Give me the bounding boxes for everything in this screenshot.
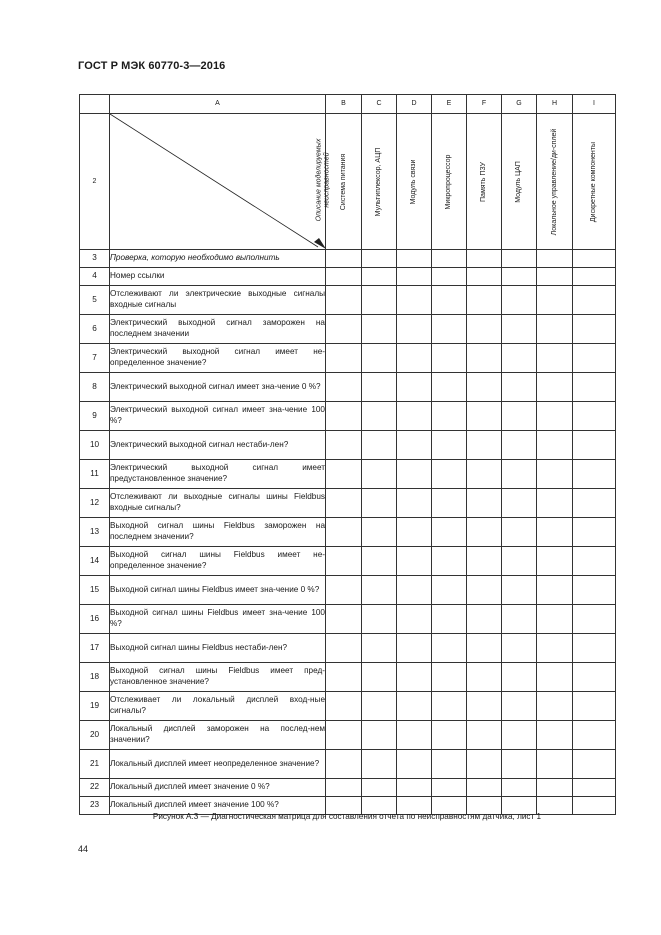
- matrix-cell: [397, 373, 432, 402]
- matrix-cell: [362, 286, 397, 315]
- corner-cell: [80, 95, 110, 114]
- matrix-cell: [397, 460, 432, 489]
- table-row: [80, 268, 616, 286]
- row-description: Локальный дисплей имеет значение 0 %?: [110, 779, 326, 797]
- matrix-cell: [397, 268, 432, 286]
- matrix-cell: [467, 634, 502, 663]
- matrix-cell: [502, 344, 537, 373]
- row-number: 18: [80, 663, 110, 692]
- column-letter: A: [110, 95, 326, 114]
- matrix-cell: [537, 431, 573, 460]
- matrix-cell: [502, 518, 537, 547]
- matrix-cell: [362, 373, 397, 402]
- matrix-cell: [362, 576, 397, 605]
- row-description: Отслеживают ли выходные сигналы шины Fieldbus входные сигналы?: [110, 489, 326, 518]
- matrix-cell: [326, 373, 362, 402]
- matrix-cell: [362, 750, 397, 779]
- matrix-cell: [573, 605, 616, 634]
- row-number: 12: [80, 489, 110, 518]
- matrix-cell: [537, 373, 573, 402]
- matrix-cell: [362, 250, 397, 268]
- matrix-cell: [467, 431, 502, 460]
- matrix-cell: [362, 431, 397, 460]
- matrix-cell: [467, 576, 502, 605]
- matrix-cell: [432, 373, 467, 402]
- matrix-cell: [537, 344, 573, 373]
- column-letter: H: [537, 95, 573, 114]
- row-number: 13: [80, 518, 110, 547]
- row-description: Электрический выходной сигнал имеет не-определенное значение?: [110, 344, 326, 373]
- matrix-cell: [537, 286, 573, 315]
- matrix-cell: [397, 518, 432, 547]
- column-letter: G: [502, 95, 537, 114]
- row-number: 17: [80, 634, 110, 663]
- matrix-cell: [502, 750, 537, 779]
- table-row: [80, 344, 616, 373]
- matrix-cell: [537, 402, 573, 431]
- matrix-cell: [397, 634, 432, 663]
- letters-row: [80, 95, 616, 114]
- matrix-cell: [397, 547, 432, 576]
- table-row: [80, 489, 616, 518]
- matrix-cell: [397, 779, 432, 797]
- matrix-cell: [537, 692, 573, 721]
- matrix-cell: [573, 663, 616, 692]
- matrix-cell: [537, 750, 573, 779]
- matrix-cell: [537, 268, 573, 286]
- matrix-cell: [362, 634, 397, 663]
- table-row: [80, 547, 616, 576]
- column-header-row: [80, 114, 616, 250]
- column-header: Модуль ЦАП: [514, 160, 522, 203]
- matrix-cell: [432, 605, 467, 634]
- matrix-cell: [467, 518, 502, 547]
- column-header: Микропроцессор: [444, 154, 452, 209]
- matrix-cell: [432, 286, 467, 315]
- column-header: Дискретные компоненты: [589, 141, 597, 222]
- row-number: 22: [80, 779, 110, 797]
- table-row: [80, 605, 616, 634]
- row-description: Выходной сигнал шины Fieldbus заморожен на последнем значении?: [110, 518, 326, 547]
- column-header: Мультиплексор, АЦП: [374, 147, 382, 216]
- matrix-cell: [362, 663, 397, 692]
- row-description: Отслеживает ли локальный дисплей вход-ные сигналы?: [110, 692, 326, 721]
- document-header: ГОСТ Р МЭК 60770-3—2016: [78, 60, 226, 72]
- matrix-cell: [502, 286, 537, 315]
- table-row: [80, 576, 616, 605]
- matrix-cell: [467, 268, 502, 286]
- matrix-cell: [467, 547, 502, 576]
- matrix-cell: [467, 315, 502, 344]
- matrix-cell: [362, 518, 397, 547]
- table-row: [80, 286, 616, 315]
- row-number: 6: [80, 315, 110, 344]
- matrix-cell: [502, 489, 537, 518]
- row-number: 11: [80, 460, 110, 489]
- row-description: Электрический выходной сигнал имеет зна-чение 100 %?: [110, 402, 326, 431]
- matrix-cell: [573, 634, 616, 663]
- row-number: 14: [80, 547, 110, 576]
- matrix-cell: [432, 663, 467, 692]
- matrix-cell: [326, 460, 362, 489]
- matrix-cell: [467, 460, 502, 489]
- matrix-cell: [397, 721, 432, 750]
- matrix-cell: [573, 268, 616, 286]
- matrix-cell: [573, 518, 616, 547]
- table-row: [80, 431, 616, 460]
- matrix-cell: [326, 547, 362, 576]
- row-number: 16: [80, 605, 110, 634]
- matrix-cell: [326, 634, 362, 663]
- row-number: 20: [80, 721, 110, 750]
- figure-caption: Рисунок А.3 — Диагностическая матрица для составления отчета по неисправностям датчика, лист 1: [152, 812, 542, 821]
- matrix-cell: [537, 779, 573, 797]
- row-description: Выходной сигнал шины Fieldbus имеет не-определенное значение?: [110, 547, 326, 576]
- matrix-cell: [362, 344, 397, 373]
- matrix-cell: [573, 373, 616, 402]
- matrix-cell: [397, 431, 432, 460]
- matrix-cell: [326, 431, 362, 460]
- matrix-cell: [397, 605, 432, 634]
- matrix-cell: [467, 344, 502, 373]
- matrix-cell: [502, 460, 537, 489]
- matrix-cell: [432, 315, 467, 344]
- row-number: 23: [80, 797, 110, 815]
- matrix-cell: [326, 576, 362, 605]
- column-header: Память ПЗУ: [479, 161, 487, 202]
- matrix-cell: [326, 605, 362, 634]
- table-row: [80, 779, 616, 797]
- matrix-cell: [573, 344, 616, 373]
- table-row: [80, 518, 616, 547]
- matrix-cell: [502, 663, 537, 692]
- matrix-cell: [502, 547, 537, 576]
- matrix-cell: [573, 431, 616, 460]
- matrix-cell: [326, 315, 362, 344]
- column-letter: E: [432, 95, 467, 114]
- matrix-cell: [467, 721, 502, 750]
- matrix-cell: [432, 576, 467, 605]
- matrix-cell: [502, 692, 537, 721]
- matrix-cell: [502, 373, 537, 402]
- matrix-cell: [362, 692, 397, 721]
- column-letter: C: [362, 95, 397, 114]
- matrix-cell: [397, 286, 432, 315]
- diagonal-label: Описание моделируемых неисправностей: [315, 138, 331, 222]
- matrix-cell: [573, 692, 616, 721]
- row-description: Локальный дисплей заморожен на послед-нем значении?: [110, 721, 326, 750]
- matrix-cell: [502, 634, 537, 663]
- matrix-cell: [362, 779, 397, 797]
- matrix-cell: [432, 692, 467, 721]
- matrix-cell: [467, 779, 502, 797]
- matrix-cell: [537, 634, 573, 663]
- row-description: Локальный дисплей имеет значение 100 %?: [110, 797, 326, 815]
- matrix-cell: [326, 750, 362, 779]
- matrix-cell: [573, 547, 616, 576]
- table-row: [80, 315, 616, 344]
- column-letter: B: [326, 95, 362, 114]
- matrix-cell: [502, 721, 537, 750]
- row-number: 10: [80, 431, 110, 460]
- matrix-cell: [537, 721, 573, 750]
- matrix-cell: [432, 489, 467, 518]
- matrix-cell: [362, 268, 397, 286]
- matrix-cell: [326, 489, 362, 518]
- matrix-cell: [326, 518, 362, 547]
- matrix-cell: [502, 576, 537, 605]
- matrix-cell: [573, 250, 616, 268]
- matrix-cell: [502, 779, 537, 797]
- matrix-cell: [432, 779, 467, 797]
- row-number: 15: [80, 576, 110, 605]
- diagonal-header-cell: [110, 114, 331, 250]
- row-number: 4: [80, 268, 110, 286]
- table-row: [80, 373, 616, 402]
- matrix-cell: [432, 460, 467, 489]
- table-row: [80, 750, 616, 779]
- matrix-cell: [362, 315, 397, 344]
- matrix-cell: [432, 431, 467, 460]
- table-row: [80, 634, 616, 663]
- matrix-cell: [326, 286, 362, 315]
- matrix-cell: [326, 268, 362, 286]
- page-number: 44: [78, 844, 89, 854]
- table-row: [80, 663, 616, 692]
- matrix-cell: [432, 268, 467, 286]
- matrix-cell: [537, 663, 573, 692]
- matrix-cell: [326, 721, 362, 750]
- matrix-cell: [467, 750, 502, 779]
- row-description: Выходной сигнал шины Fieldbus нестаби-лен?: [110, 634, 326, 663]
- matrix-cell: [326, 779, 362, 797]
- row-description: Выходной сигнал шины Fieldbus имеет пред-установленное значение?: [110, 663, 326, 692]
- row-description: Проверка, которую необходимо выполнить: [110, 250, 326, 268]
- matrix-cell: [432, 344, 467, 373]
- matrix-cell: [502, 402, 537, 431]
- matrix-cell: [573, 721, 616, 750]
- matrix-cell: [502, 315, 537, 344]
- matrix-cell: [537, 518, 573, 547]
- row-description: Выходной сигнал шины Fieldbus имеет зна-чение 0 %?: [110, 576, 326, 605]
- row-number: 9: [80, 402, 110, 431]
- row-number: 19: [80, 692, 110, 721]
- matrix-cell: [397, 576, 432, 605]
- row-number: 8: [80, 373, 110, 402]
- matrix-cell: [467, 373, 502, 402]
- row-description: Выходной сигнал шины Fieldbus имеет зна-чение 100 %?: [110, 605, 326, 634]
- column-header: Локальное управление/ди-сплей: [550, 128, 558, 235]
- matrix-cell: [362, 605, 397, 634]
- matrix-cell: [467, 692, 502, 721]
- matrix-cell: [502, 250, 537, 268]
- diagnostic-matrix-table: [79, 94, 616, 815]
- matrix-cell: [432, 634, 467, 663]
- matrix-cell: [326, 250, 362, 268]
- matrix-cell: [573, 750, 616, 779]
- matrix-cell: [573, 460, 616, 489]
- row-description: Электрический выходной сигнал имеет зна-чение 0 %?: [110, 373, 326, 402]
- matrix-cell: [467, 250, 502, 268]
- table-row: [80, 460, 616, 489]
- matrix-cell: [397, 315, 432, 344]
- matrix-cell: [537, 576, 573, 605]
- table-row: [80, 692, 616, 721]
- matrix-cell: [432, 547, 467, 576]
- matrix-cell: [573, 779, 616, 797]
- matrix-cell: [397, 663, 432, 692]
- matrix-cell: [537, 460, 573, 489]
- matrix-cell: [467, 402, 502, 431]
- matrix-cell: [432, 750, 467, 779]
- table-row: [80, 250, 616, 268]
- matrix-cell: [362, 489, 397, 518]
- matrix-cell: [326, 344, 362, 373]
- column-letter: F: [467, 95, 502, 114]
- matrix-cell: [467, 663, 502, 692]
- row-number: 3: [80, 250, 110, 268]
- row-description: Электрический выходной сигнал нестаби-лен?: [110, 431, 326, 460]
- matrix-cell: [362, 402, 397, 431]
- row-number: 7: [80, 344, 110, 373]
- matrix-cell: [326, 663, 362, 692]
- matrix-cell: [432, 402, 467, 431]
- matrix-cell: [397, 692, 432, 721]
- matrix-cell: [432, 250, 467, 268]
- row-number: 21: [80, 750, 110, 779]
- matrix-cell: [573, 402, 616, 431]
- matrix-cell: [397, 250, 432, 268]
- matrix-cell: [432, 518, 467, 547]
- matrix-cell: [397, 750, 432, 779]
- matrix-cell: [537, 489, 573, 518]
- matrix-cell: [467, 605, 502, 634]
- matrix-cell: [573, 286, 616, 315]
- row-number: 2: [80, 114, 110, 250]
- matrix-cell: [502, 431, 537, 460]
- table-row: [80, 402, 616, 431]
- row-description: Локальный дисплей имеет неопределенное значение?: [110, 750, 326, 779]
- row-description: Отслеживают ли электрические выходные сигналы входные сигналы: [110, 286, 326, 315]
- matrix-cell: [573, 489, 616, 518]
- matrix-cell: [362, 721, 397, 750]
- matrix-cell: [432, 721, 467, 750]
- matrix-cell: [397, 344, 432, 373]
- matrix-cell: [573, 315, 616, 344]
- column-header: Модуль связи: [409, 159, 417, 204]
- diagonal-arrow: [110, 114, 326, 249]
- table-row: [80, 721, 616, 750]
- matrix-cell: [467, 489, 502, 518]
- matrix-cell: [537, 547, 573, 576]
- matrix-cell: [537, 315, 573, 344]
- matrix-cell: [502, 605, 537, 634]
- row-description: Электрический выходной сигнал имеет предустановленное значение?: [110, 460, 326, 489]
- matrix-cell: [537, 250, 573, 268]
- matrix-cell: [502, 268, 537, 286]
- matrix-cell: [326, 402, 362, 431]
- matrix-cell: [573, 576, 616, 605]
- matrix-cell: [397, 402, 432, 431]
- row-description: Электрический выходной сигнал заморожен на последнем значении: [110, 315, 326, 344]
- matrix-cell: [362, 547, 397, 576]
- column-letter: I: [573, 95, 616, 114]
- column-letter: D: [397, 95, 432, 114]
- matrix-cell: [397, 489, 432, 518]
- matrix-cell: [326, 692, 362, 721]
- matrix-cell: [537, 605, 573, 634]
- column-header: Система питания: [339, 153, 347, 210]
- matrix-cell: [362, 460, 397, 489]
- matrix-cell: [467, 286, 502, 315]
- row-description: Номер ссылки: [110, 268, 326, 286]
- row-number: 5: [80, 286, 110, 315]
